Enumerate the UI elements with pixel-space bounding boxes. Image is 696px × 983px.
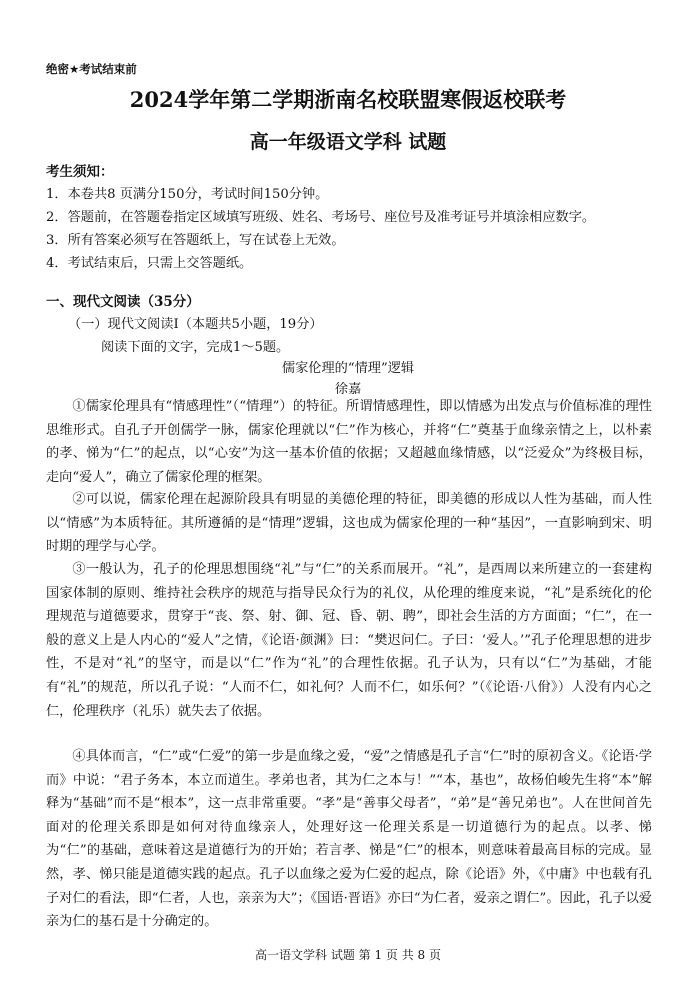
- notice-item: 4．考试结束后，只需上交答题纸。: [46, 256, 253, 271]
- notice-item: 2．答题前，在答题卷指定区域填写班级、姓名、考场号、座位号及准考证号并填涂相应数字。: [46, 210, 596, 225]
- page-footer: 高一语文学科 试题 第 1 页 共 8 页: [255, 948, 441, 962]
- article-paragraph-3: ③一般认为，孔子的伦理思想围绕“礼”与“仁”的关系而展开。“礼”，是西周以来所建立的一套建构国家体制的原则、维持社会秩序的规范与指导民众行为的礼仪，从伦理的维度来说，“礼”是系统化的伦理规范与道德要求，贯穿于“丧、祭、射、御、冠、昏、朝、聘”，即社会生活的方方面面；“仁”，在一般的意义上是人内心的“爱人”之情，《论语·颜渊》曰：“樊迟问仁。子曰：‘爱人。’”孔子伦理思想的进步性，不是对“礼”的坚守，而是以“仁”作为“礼”的合理性依据。孔子认为，只有以“仁”为基础，才能有“礼”的规范，所以孔子说：“人而不仁，如礼何？人而不仁，如乐何？”（《论语·八佾》）人没有内心之仁，伦理秩序（礼乐）就失去了依据。: [46, 562, 652, 719]
- notice-item: 3．所有答案必须写在答题纸上，写在试卷上无效。: [46, 233, 345, 248]
- confidential-mark: 绝密★考试结束前: [46, 62, 137, 76]
- section-subheading: （一）现代文阅读Ⅰ（本题共5小题，19分）: [68, 317, 323, 332]
- article-paragraph-1: ①儒家伦理具有“情感理性”（“情理”）的特征。所谓情感理性，即以情感为出发点与价值标准的理性思维形式。自孔子开创儒学一脉，儒家伦理就以“仁”作为核心，并将“仁”奠基于血缘亲情之上，以朴素的孝、悌为“仁”的起点，以“心安”为这一基本价值的依据；又超越血缘情感，以“泛爱众”为终极目标，走向“爱人”，确立了儒家伦理的框架。: [46, 399, 652, 485]
- article-title: 儒家伦理的“情理”逻辑: [281, 361, 415, 376]
- section-heading: 一、现代文阅读（35分）: [46, 294, 200, 310]
- article-author: 徐嘉: [334, 382, 362, 397]
- exam-title: 2024学年第二学期浙南名校联盟寒假返校联考: [129, 87, 567, 112]
- article-paragraph-4: ④具体而言，“仁”或“仁爱”的第一步是血缘之爱，“爱”之情感是孔子言“仁”时的原初含义。《论语·学而》中说：“君子务本，本立而道生。孝弟也者，其为仁之本与！”“本，基也”，故杨伯峻先生将“本”解释为“基础”而不是“根本”，这一点非常重要。“孝”是“善事父母者”，“弟”是“善兄弟也”。人在世间首先面对的伦理关系即是如何对待血缘亲人，处理好这一伦理关系是一切道德行为的起点。以孝、悌为“仁”的基础，意味着这是道德行为的开始；若言孝、悌是“仁”的根本，则意味着最高目标的完成。显然，孝、悌只能是道德实践的起点。孔子以血缘之爱为仁爱的起点，除《论语》外，《中庸》中也载有孔子对仁的看法，即“仁者，人也，亲亲为大”；《国语·晋语》亦曰“为仁者，爱亲之谓仁”。因此，孔子以爱亲为仁的基石是十分确定的。: [46, 749, 652, 930]
- notice-item: 1．本卷共8 页满分150分，考试时间150分钟。: [46, 187, 329, 202]
- subject-title: 高一年级语文学科 试题: [249, 131, 447, 153]
- article-paragraph-2: ②可以说，儒家伦理在起源阶段具有明显的美德伦理的特征，即美德的形成以人性为基础，而人性以“情感”为本质特征。其所遵循的是“情理”逻辑，这也成为儒家伦理的一种“基因”，一直影响到宋、明时期的理学与心学。: [46, 492, 652, 555]
- reading-instruction: 阅读下面的文字，完成1～5题。: [101, 340, 290, 355]
- notice-heading: 考生须知：: [46, 164, 114, 180]
